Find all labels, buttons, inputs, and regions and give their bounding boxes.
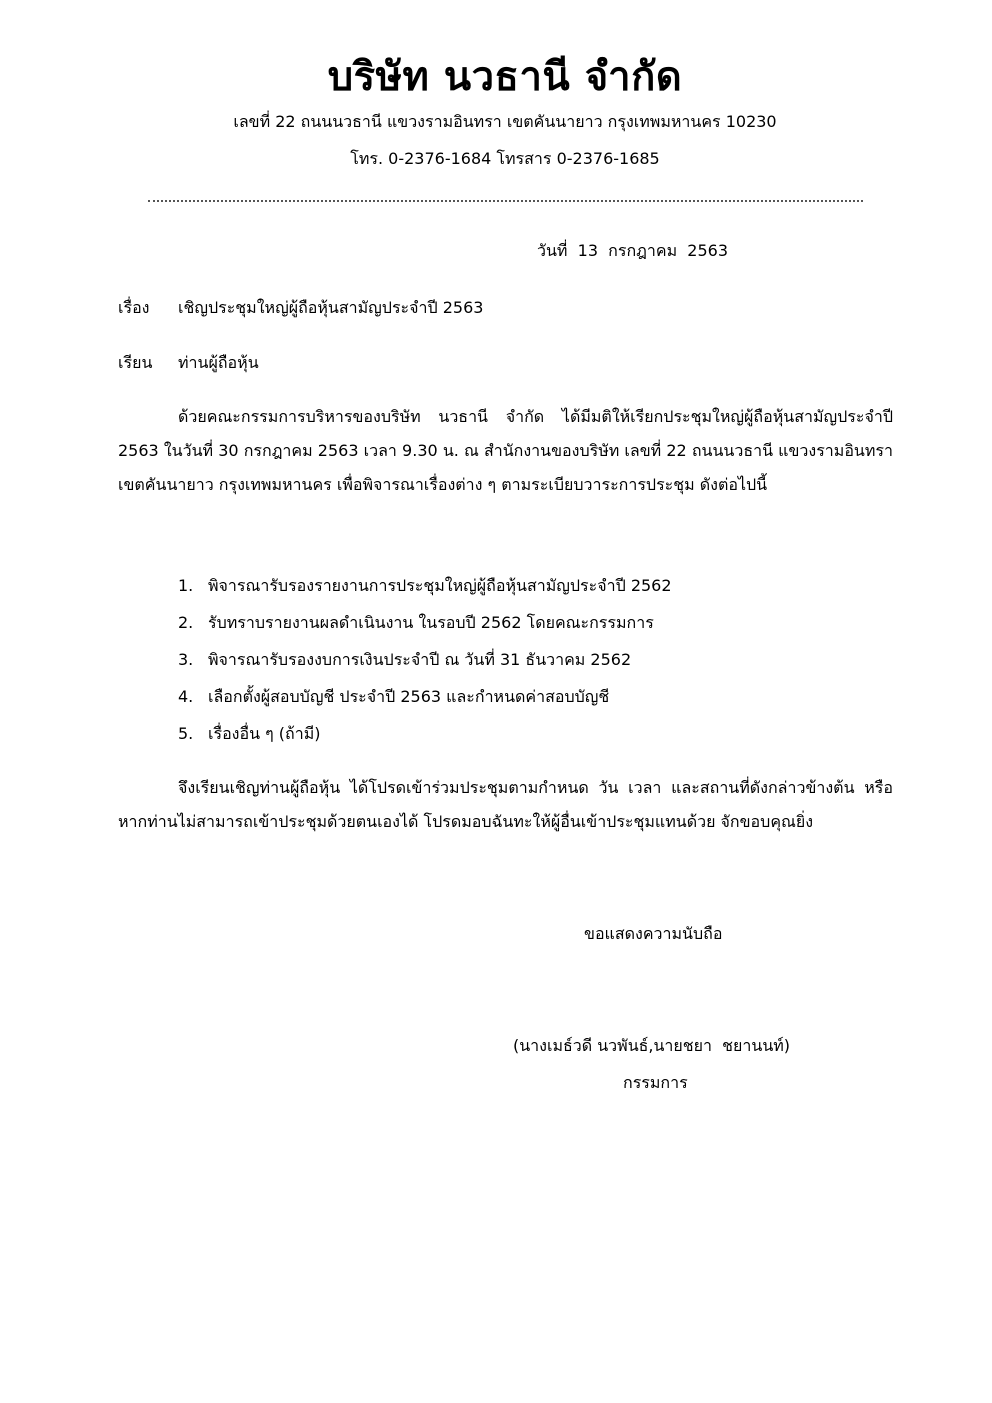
letter-date: วันที่ 13 กรกฎาคม 2563 — [537, 241, 729, 260]
subject-label: เรื่อง — [118, 298, 150, 317]
agenda-list — [178, 567, 672, 752]
agenda-item-text: พิจารณารับรองรายงานการประชุมใหญ่ผู้ถือหุ้นสามัญประจำปี 2562 — [208, 576, 672, 595]
agenda-item-number: 4. — [178, 687, 194, 706]
subject-value: เชิญประชุมใหญ่ผู้ถือหุ้นสามัญประจำปี 2563 — [178, 298, 484, 317]
body-paragraph-2: จึงเรียนเชิญท่านผู้ถือหุ้น ได้โปรดเข้าร่วมประชุมตามกำหนด วัน เวลา และสถานที่ดังกล่าวข้างต้น หรือ หากท่านไม่สามารถเข้าประชุมด้วยตนเองได้ โปรดมอบฉันทะให้ผู้อื่นเข้าประชุมแทนด้วย จักขอบคุณยิ่ง — [118, 778, 893, 831]
company-name: บริษัท นวธานี จำกัด — [327, 54, 683, 100]
agenda-item-number: 2. — [178, 613, 194, 632]
recipient-value: ท่านผู้ถือหุ้น — [178, 353, 259, 372]
agenda-item — [178, 567, 672, 604]
agenda-item — [178, 715, 672, 752]
body-paragraph-1: ด้วยคณะกรรมการบริหารของบริษัท นวธานี จำกัด ได้มีมติให้เรียกประชุมใหญ่ผู้ถือหุ้นสามัญประจำปี 2563 ในวันที่ 30 กรกฎาคม 2563 เวลา 9.30 น. ณ สำนักงานของบริษัท เลขที่ 22 ถนนนวธานี แขวงรามอินทรา เขตคันนายาว กรุงเทพมหานคร เพื่อพิจารณาเรื่องต่าง ๆ ตามระเบียบวาระการประชุม ดังต่อไปนี้ — [118, 407, 893, 494]
agenda-item — [178, 604, 672, 641]
agenda-item-text: รับทราบรายงานผลดำเนินงาน ในรอบปี 2562 โดยคณะกรรมการ — [208, 613, 654, 632]
closing-phrase: ขอแสดงความนับถือ — [584, 924, 723, 943]
agenda-item-text: เรื่องอื่น ๆ (ถ้ามี) — [208, 724, 321, 743]
company-address: เลขที่ 22 ถนนนวธานี แขวงรามอินทรา เขตคันนายาว กรุงเทพมหานคร 10230 — [233, 112, 777, 131]
agenda-item — [178, 641, 672, 678]
header-divider — [148, 200, 863, 202]
recipient-label: เรียน — [118, 353, 153, 372]
company-phone: โทร. 0-2376-1684 โทรสาร 0-2376-1685 — [350, 149, 660, 168]
agenda-item — [178, 678, 672, 715]
agenda-item-text: เลือกตั้งผู้สอบบัญชี ประจำปี 2563 และกำหนดค่าสอบบัญชี — [208, 687, 610, 706]
signer-names: (นางเมธ์วดี นวพันธ์,นายชยา ชยานนท์) — [513, 1036, 791, 1055]
signer-position: กรรมการ — [623, 1073, 688, 1092]
agenda-item-number: 1. — [178, 576, 194, 595]
agenda-item-number: 5. — [178, 724, 194, 743]
agenda-item-number: 3. — [178, 650, 194, 669]
agenda-item-text: พิจารณารับรองงบการเงินประจำปี ณ วันที่ 31 ธันวาคม 2562 — [208, 650, 632, 669]
